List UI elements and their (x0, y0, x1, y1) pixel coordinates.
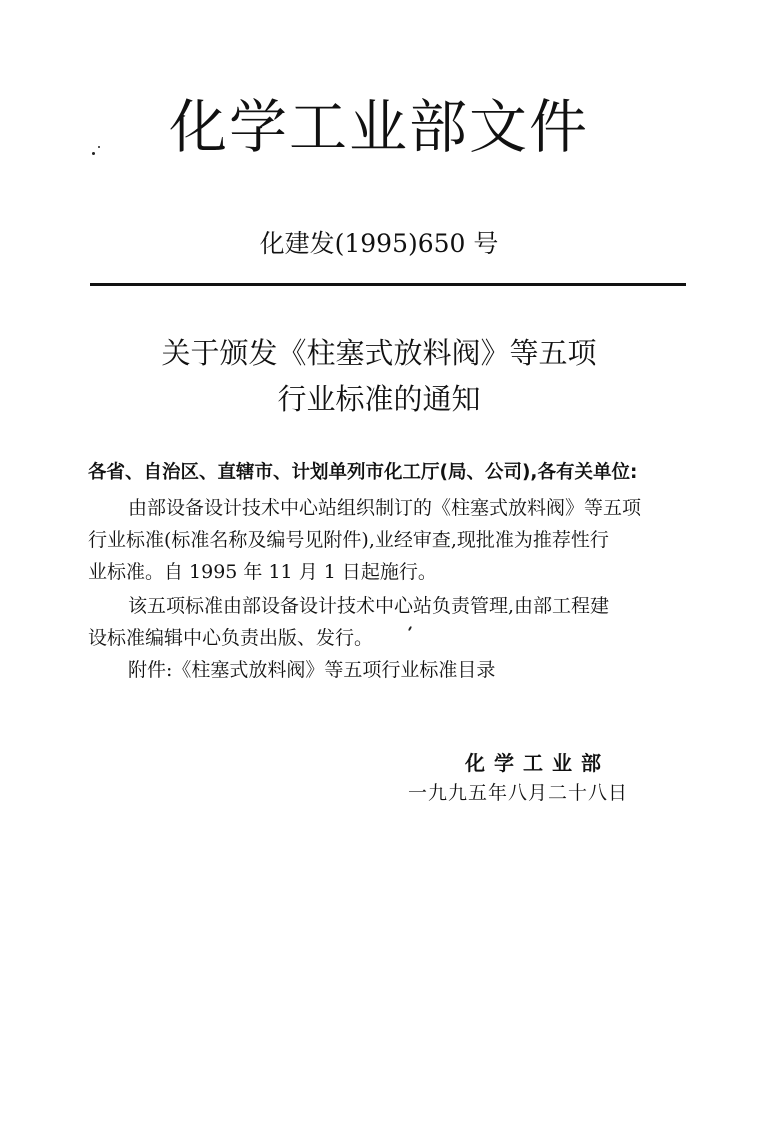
attachment-line: 附件:《柱塞式放料阀》等五项行业标准目录 (128, 659, 496, 681)
notice-title-line-1: 关于颁发《柱塞式放料阀》等五项 (161, 336, 597, 370)
paragraph-1-line-3: 业标准。自 1995 年 11 月 1 日起施行。 (88, 561, 437, 583)
scan-speck (98, 146, 100, 148)
signature-date: 一九九五年八月二十八日 (408, 782, 629, 804)
paragraph-2-line-1: 该五项标准由部设备设计技术中心站负责管理,由部工程建 (128, 595, 610, 617)
paragraph-1-line-2: 行业标准(标准名称及编号见附件),业经审查,现批准为推荐性行 (88, 529, 609, 551)
paragraph-1-line-1: 由部设备设计技术中心站组织制订的《柱塞式放料阀》等五项 (128, 497, 642, 519)
addressee-line: 各省、自治区、直辖市、计划单列市化工厅(局、公司),各有关单位: (88, 462, 638, 483)
paragraph-2-line-2: 设标准编辑中心负责出版、发行。 (88, 627, 374, 649)
document-header-title: 化学工业部文件 (168, 93, 589, 161)
signature-organization: 化学工业部 (465, 751, 610, 775)
notice-title-line-2: 行业标准的通知 (277, 382, 481, 416)
document-number: 化建发(1995)650 号 (259, 229, 499, 258)
scan-speck (408, 626, 412, 631)
header-divider (90, 283, 686, 286)
scan-speck (92, 152, 95, 155)
